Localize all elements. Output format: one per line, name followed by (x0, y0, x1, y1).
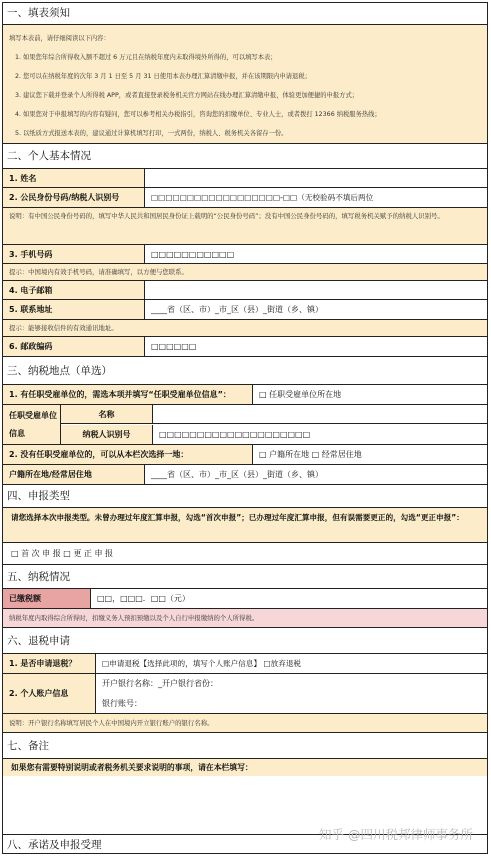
employer-question-row (3, 385, 487, 405)
section-personal-heading (3, 144, 487, 169)
declaration-options[interactable]: □ 首 次 申 报 □ 更 正 申 报 (3, 543, 487, 565)
residence-field[interactable]: ____省（区、市）_市_区（县）_街道（乡、镇） (151, 470, 323, 479)
id-row (3, 188, 487, 208)
employer-info-row (3, 405, 487, 445)
section-remarks-heading (3, 733, 487, 759)
instructions-item: 2. 您可以在纳税年度的次年 3 月 1 日至 5 月 31 日使用本表办理汇算清缴申报，并在该期限内申请退税； (15, 73, 311, 80)
email-row (3, 281, 487, 300)
id-field[interactable]: □□□□□□□□□□□□□□□□□□-□□（无校验码不填后两位 (151, 193, 374, 202)
id-label: 2. 公民身份号码/纳税人识别号 (3, 188, 145, 207)
section-title: 五、纳税情况 (7, 571, 70, 583)
paid-row (3, 589, 487, 609)
residence-checkboxes[interactable]: □ 户籍所在地 □ 经常居住地 (259, 450, 362, 459)
address-field[interactable]: ____省（区、市）_市_区（县）_街道（乡、镇） (151, 305, 323, 314)
account-row (3, 674, 487, 714)
refund-options[interactable]: □申请退税【选择此项的，填写个人账户信息】 □放弃退税 (102, 659, 302, 668)
employer-taxid-header: 纳税人识别号 (61, 425, 153, 444)
section-title: 八、承诺及申报受理 (7, 839, 102, 851)
instructions-item: 3. 建议您下载并登录个人所得税 APP，或者直接登录税务机关官方网站在线办理汇算清缴申报，体验更加便捷的申报方式； (15, 92, 359, 99)
employer-taxid-field[interactable]: □□□□□□□□□□□□□□□□□□□□ (159, 430, 311, 439)
section-title: 七、备注 (7, 740, 49, 752)
employer-name-header: 名称 (61, 405, 153, 424)
employer-name-field[interactable] (153, 405, 487, 424)
phone-field[interactable]: □□□□□□□□□□□ (151, 249, 235, 259)
remarks-box[interactable] (3, 759, 487, 835)
postcode-row (3, 337, 487, 357)
refund-question-row (3, 654, 487, 674)
paid-field[interactable]: □□，□□□．□□（元） (97, 594, 190, 603)
section-instructions-heading (3, 3, 487, 25)
email-label: 4. 电子邮箱 (3, 281, 145, 299)
section-taxplace-heading (3, 357, 487, 385)
section-refund-heading (3, 628, 487, 654)
section-title: 四、申报类型 (7, 490, 70, 502)
instructions-intro: 填写本表前，请仔细阅读以下内容： (9, 35, 110, 42)
account-note: 说明：开户银行名称填写居民个人在中国境内开立银行账户的银行名称。 (3, 714, 487, 733)
employer-info-label: 任职受雇单位信息 (3, 405, 61, 444)
employer-question: 1. 有任职受雇单位的，需选本项并填写“任职受雇单位信息”： (3, 385, 253, 404)
email-field[interactable] (145, 281, 487, 299)
refund-question-label: 1. 是否申请退税？ (3, 654, 96, 673)
paid-note: 纳税年度内取得综合所得时，扣缴义务人预扣预缴以及个人自行申报缴纳的个人所得税。 (3, 609, 487, 628)
phone-note: 提示：中国境内有效手机号码，请准确填写，以方便与您联系。 (3, 264, 487, 281)
phone-row (3, 245, 487, 264)
name-field[interactable] (145, 169, 487, 187)
postcode-field[interactable]: □□□□□□ (151, 342, 197, 351)
section-title: 二、个人基本情况 (7, 150, 91, 162)
postcode-label: 6. 邮政编码 (3, 337, 145, 356)
name-row (3, 169, 487, 188)
phone-label: 3. 手机号码 (3, 245, 145, 263)
section-title: 一、填表须知 (7, 7, 70, 19)
remarks-prompt: 如果您有需要特别说明或者税务机关要求说明的事项，请在本栏填写： (3, 759, 487, 776)
section-declaration-heading (3, 485, 487, 508)
instructions-item: 5. 以纸质方式报送本表的，建议通过计算机填写打印，一式两份，纳税人、税务机关各留存一份。 (15, 130, 288, 137)
address-label: 5. 联系地址 (3, 300, 145, 319)
bank-name-field[interactable]: 开户银行名称：_开户银行省份： (102, 679, 218, 688)
no-employer-row (3, 445, 487, 465)
section-taxstatus-heading (3, 565, 487, 589)
employer-checkbox[interactable]: □ 任职受雇单位所在地 (259, 390, 342, 399)
tax-form (2, 2, 488, 854)
residence-label: 户籍所在地/经常居住地 (3, 465, 145, 484)
account-label: 2. 个人账户信息 (3, 674, 96, 713)
instructions-item: 4. 如果您对于申报填写的内容有疑问，您可以参考相关办税指引，咨询您的扣缴单位、专业人士，或者拨打 12366 纳税服务热线； (15, 111, 381, 118)
paid-label: 已缴税额 (3, 589, 91, 608)
id-note: 说明：有中国公民身份号码的，填写中华人民共和国居民身份证上载明的“公民身份号码”；没有中国公民身份号码的，填写税务机关赋予的纳税人识别号。 (3, 208, 487, 245)
instructions-box (3, 25, 487, 144)
address-row (3, 300, 487, 320)
section-title: 六、退税申请 (7, 635, 70, 647)
section-title: 三、纳税地点（单选） (7, 365, 112, 377)
instructions-item: 1. 如果您年综合所得收入额不超过 6 万元且在纳税年度内未取得境外所得的，可以填写本表； (15, 54, 277, 61)
name-label: 1. 姓名 (3, 169, 145, 187)
no-employer-question: 2. 没有任职受雇单位的，可以从本栏次选择一地： (3, 445, 253, 464)
residence-row (3, 465, 487, 485)
bank-account-field[interactable]: 银行账号： (102, 699, 142, 708)
declaration-instruction: 请您选择本次申报类型。未曾办理过年度汇算申报，勾选“首次申报”；已办理过年度汇算申报，但有误需要更正的，勾选“更正申报”： (3, 508, 487, 543)
address-note: 提示：能够接收信件的有效通讯地址。 (3, 320, 487, 337)
watermark: 知乎 @四川税邦律师事务所 (319, 827, 473, 842)
